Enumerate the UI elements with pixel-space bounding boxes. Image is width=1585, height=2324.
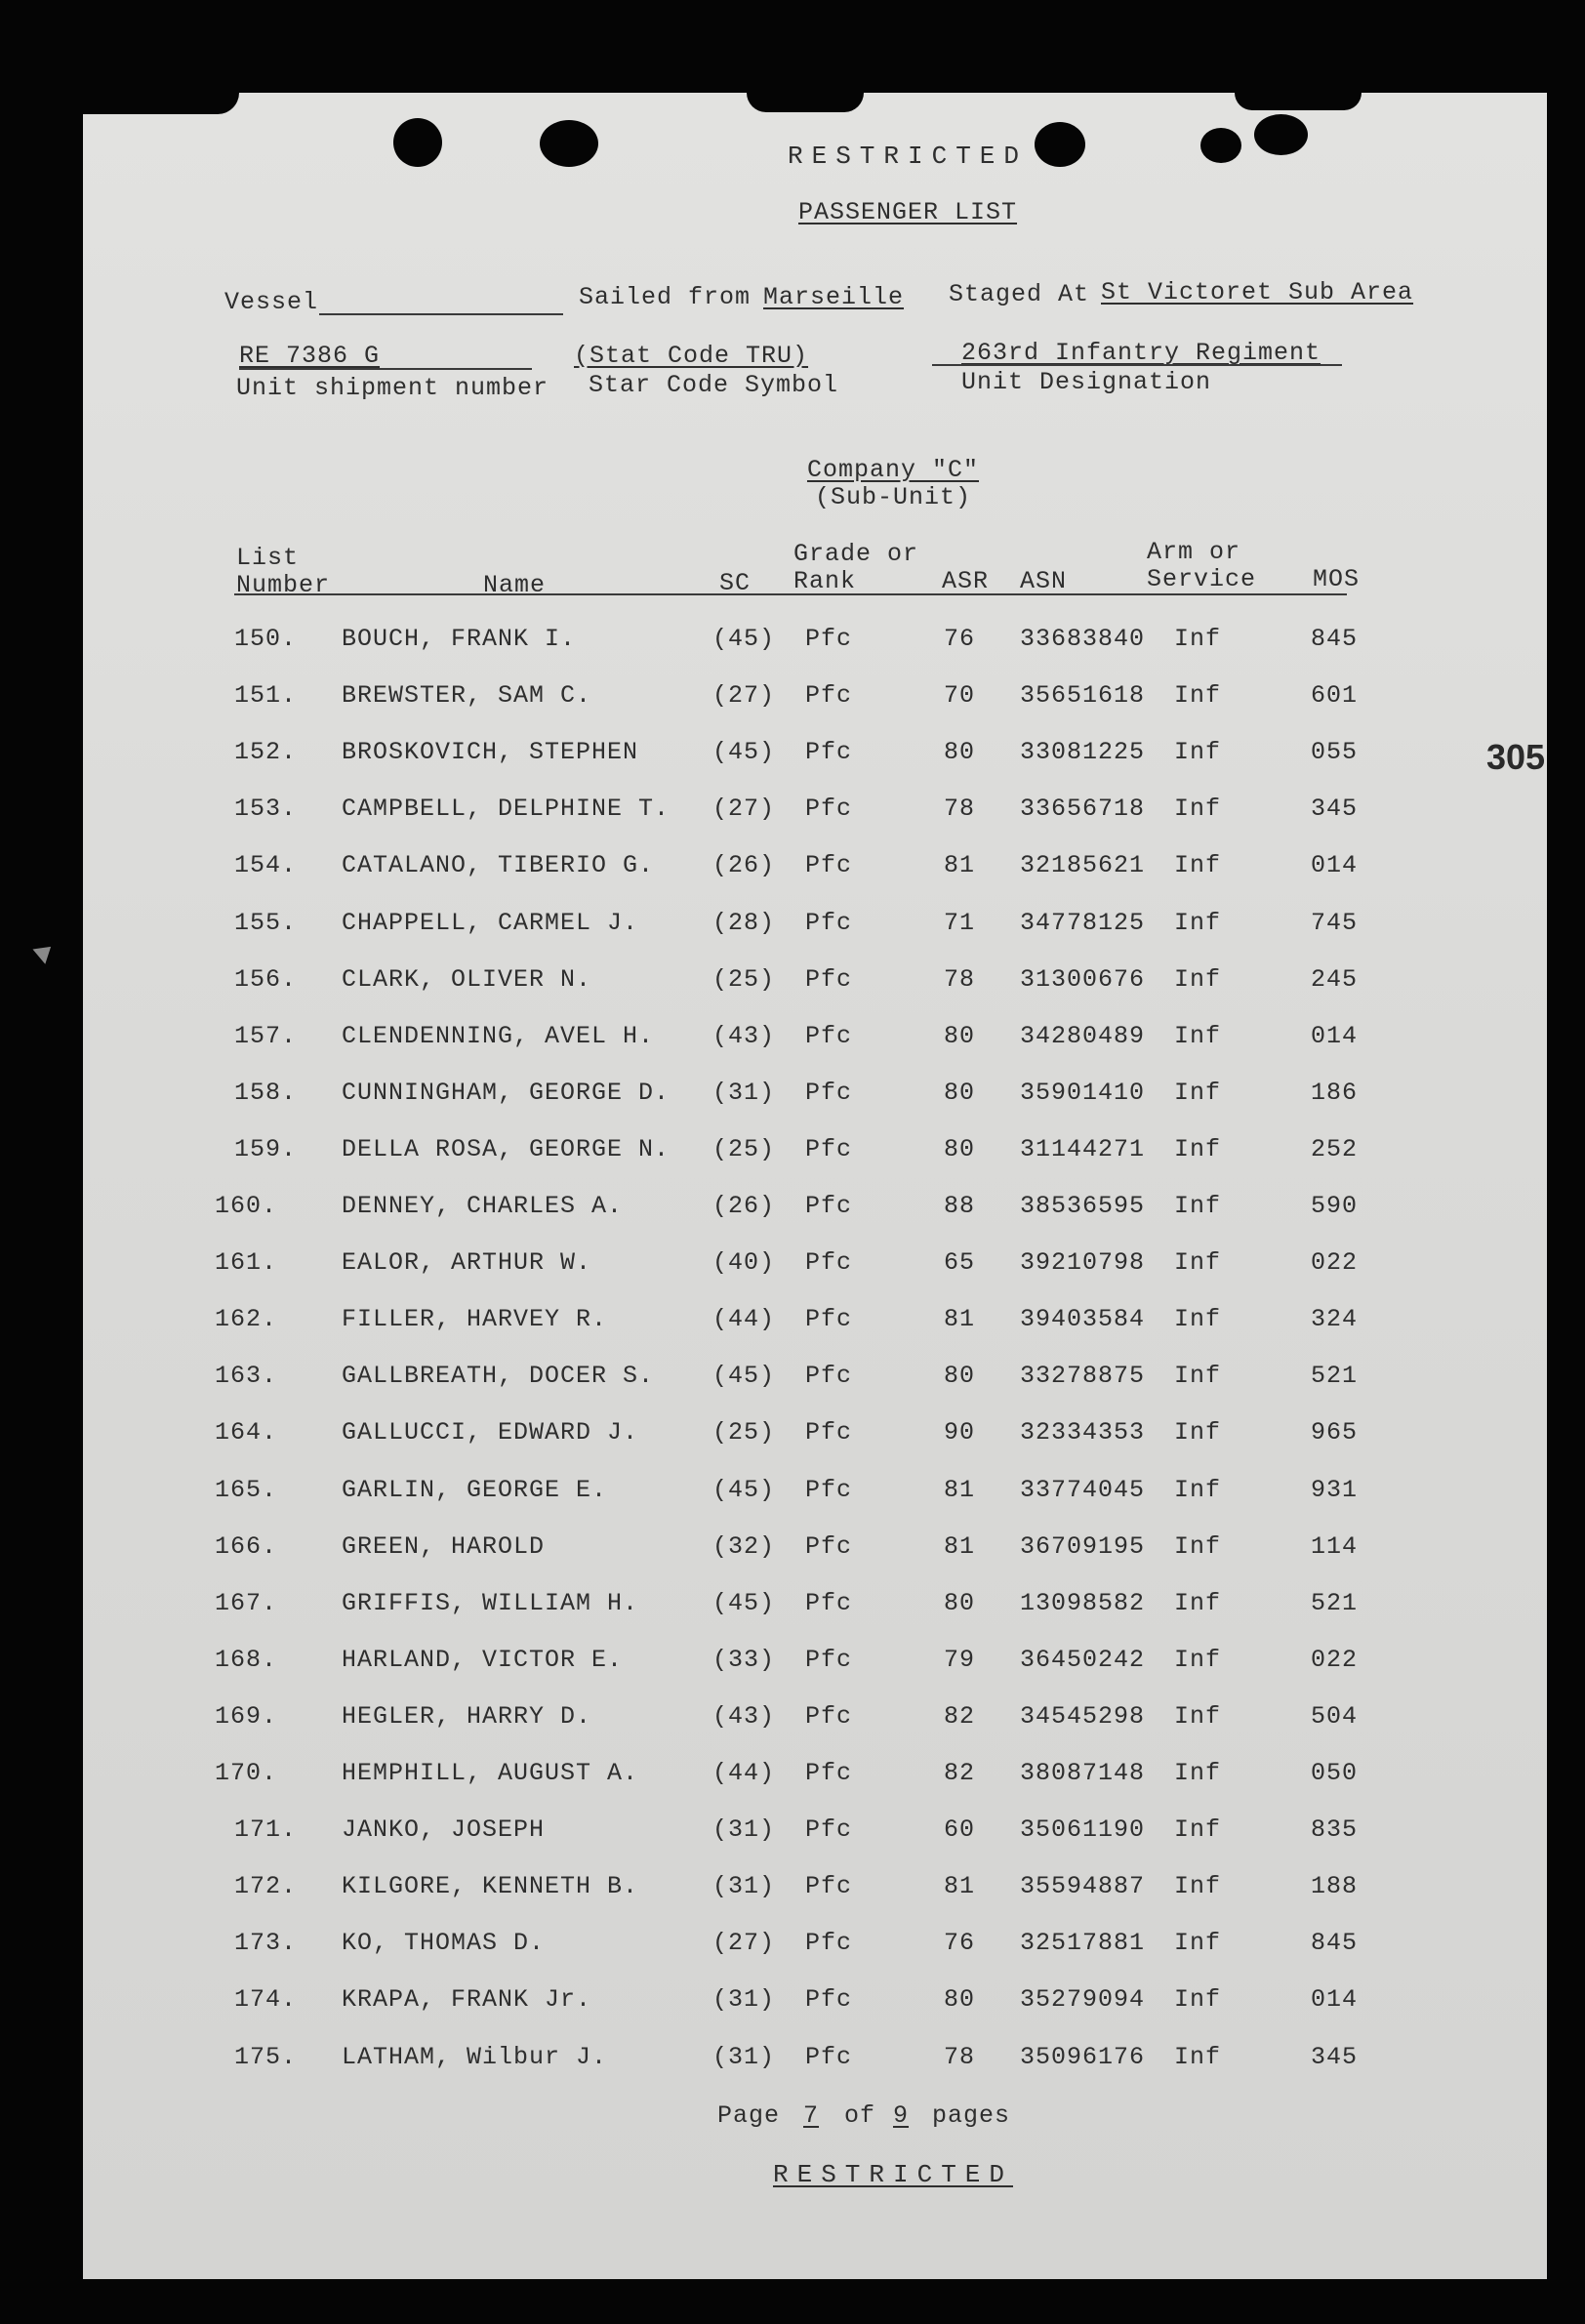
row-list-number: 171. bbox=[234, 1815, 298, 1845]
row-asn: 33278875 bbox=[1020, 1362, 1146, 1391]
row-mos: 324 bbox=[1311, 1305, 1359, 1334]
row-asr: 80 bbox=[944, 1134, 976, 1163]
row-asn: 33683840 bbox=[1020, 625, 1146, 653]
document-page bbox=[83, 93, 1547, 2279]
row-name: CLARK, OLIVER N. bbox=[342, 964, 592, 994]
row-asr: 80 bbox=[944, 1985, 976, 2015]
punch-hole bbox=[540, 120, 598, 167]
row-rank: Pfc bbox=[805, 1021, 853, 1050]
vessel-blank-line bbox=[319, 313, 563, 315]
row-mos: 345 bbox=[1311, 795, 1359, 824]
row-asn: 35096176 bbox=[1020, 2042, 1146, 2071]
row-asn: 32185621 bbox=[1020, 851, 1146, 880]
restricted-title: RESTRICTED bbox=[787, 142, 1029, 171]
row-mos: 521 bbox=[1311, 1362, 1359, 1391]
row-name: BROSKOVICH, STEPHEN bbox=[342, 738, 639, 767]
vessel-label: Vessel bbox=[224, 288, 319, 316]
row-mos: 014 bbox=[1311, 1985, 1359, 2015]
row-sc: (44) bbox=[712, 1305, 776, 1334]
row-arm: Inf bbox=[1174, 1078, 1222, 1107]
row-mos: 188 bbox=[1311, 1872, 1359, 1901]
row-list-number: 162. bbox=[215, 1305, 278, 1334]
row-arm: Inf bbox=[1174, 2042, 1222, 2071]
row-mos: 845 bbox=[1311, 1929, 1359, 1958]
row-arm: Inf bbox=[1174, 908, 1222, 937]
row-sc: (31) bbox=[712, 2042, 776, 2071]
row-arm: Inf bbox=[1174, 1588, 1222, 1617]
row-list-number: 167. bbox=[215, 1588, 278, 1617]
row-rank: Pfc bbox=[805, 1815, 853, 1845]
unit-designation-label: Unit Designation bbox=[961, 368, 1212, 396]
row-list-number: 165. bbox=[215, 1475, 278, 1504]
col-asr: ASR bbox=[942, 567, 990, 595]
row-asn: 35594887 bbox=[1020, 1872, 1146, 1901]
row-asr: 80 bbox=[944, 738, 976, 767]
row-name: CLENDENNING, AVEL H. bbox=[342, 1021, 655, 1050]
row-name: EALOR, ARTHUR W. bbox=[342, 1248, 592, 1278]
row-asn: 38087148 bbox=[1020, 1759, 1146, 1787]
row-name: HEMPHILL, AUGUST A. bbox=[342, 1759, 639, 1787]
row-arm: Inf bbox=[1174, 1305, 1222, 1334]
row-rank: Pfc bbox=[805, 1985, 853, 2015]
col-sc: SC bbox=[719, 569, 752, 597]
row-list-number: 169. bbox=[215, 1701, 278, 1731]
row-name: DENNEY, CHARLES A. bbox=[342, 1192, 624, 1220]
passenger-list-title: PASSENGER LIST bbox=[797, 198, 1018, 226]
row-rank: Pfc bbox=[805, 1531, 853, 1561]
row-asn: 32334353 bbox=[1020, 1418, 1146, 1447]
row-rank: Pfc bbox=[805, 795, 853, 824]
sub-unit-label: (Sub-Unit) bbox=[814, 483, 972, 511]
row-mos: 114 bbox=[1311, 1531, 1359, 1561]
torn-edge bbox=[83, 93, 239, 114]
row-name: FILLER, HARVEY R. bbox=[342, 1305, 608, 1334]
row-asn: 35279094 bbox=[1020, 1985, 1146, 2015]
row-list-number: 160. bbox=[215, 1192, 278, 1220]
row-name: BREWSTER, SAM C. bbox=[342, 681, 592, 711]
row-sc: (27) bbox=[712, 1929, 776, 1958]
row-sc: (45) bbox=[712, 1362, 776, 1391]
row-asr: 76 bbox=[944, 625, 976, 653]
row-sc: (40) bbox=[712, 1248, 776, 1278]
col-mos: MOS bbox=[1313, 565, 1361, 593]
row-name: GALLUCCI, EDWARD J. bbox=[342, 1418, 639, 1447]
row-name: GARLIN, GEORGE E. bbox=[342, 1475, 608, 1504]
restricted-footer: RESTRICTED bbox=[772, 2160, 1014, 2189]
row-asr: 76 bbox=[944, 1929, 976, 1958]
row-mos: 055 bbox=[1311, 738, 1359, 767]
row-rank: Pfc bbox=[805, 1134, 853, 1163]
row-rank: Pfc bbox=[805, 908, 853, 937]
punch-hole bbox=[1200, 128, 1241, 163]
row-sc: (31) bbox=[712, 1815, 776, 1845]
row-mos: 590 bbox=[1311, 1192, 1359, 1220]
row-asn: 35651618 bbox=[1020, 681, 1146, 711]
row-name: CATALANO, TIBERIO G. bbox=[342, 851, 655, 880]
row-mos: 835 bbox=[1311, 1815, 1359, 1845]
row-asr: 71 bbox=[944, 908, 976, 937]
row-rank: Pfc bbox=[805, 1872, 853, 1901]
punch-hole bbox=[1035, 122, 1085, 167]
row-asr: 78 bbox=[944, 795, 976, 824]
footer-page-number: 7 bbox=[803, 2101, 820, 2130]
row-mos: 050 bbox=[1311, 1759, 1359, 1787]
sailed-from-value: Marseille bbox=[763, 283, 905, 311]
row-asr: 80 bbox=[944, 1021, 976, 1050]
row-name: CAMPBELL, DELPHINE T. bbox=[342, 795, 671, 824]
row-asr: 81 bbox=[944, 1305, 976, 1334]
row-mos: 014 bbox=[1311, 1021, 1359, 1050]
row-arm: Inf bbox=[1174, 1985, 1222, 2015]
row-arm: Inf bbox=[1174, 1872, 1222, 1901]
row-asr: 90 bbox=[944, 1418, 976, 1447]
row-asr: 81 bbox=[944, 1872, 976, 1901]
row-list-number: 151. bbox=[234, 681, 298, 711]
row-asr: 60 bbox=[944, 1815, 976, 1845]
row-name: HEGLER, HARRY D. bbox=[342, 1701, 592, 1731]
row-arm: Inf bbox=[1174, 1759, 1222, 1787]
row-rank: Pfc bbox=[805, 851, 853, 880]
row-sc: (32) bbox=[712, 1531, 776, 1561]
row-arm: Inf bbox=[1174, 1248, 1222, 1278]
row-list-number: 163. bbox=[215, 1362, 278, 1391]
row-asn: 31300676 bbox=[1020, 964, 1146, 994]
row-arm: Inf bbox=[1174, 681, 1222, 711]
row-sc: (26) bbox=[712, 1192, 776, 1220]
row-mos: 252 bbox=[1311, 1134, 1359, 1163]
row-sc: (45) bbox=[712, 1475, 776, 1504]
row-list-number: 159. bbox=[234, 1134, 298, 1163]
row-list-number: 150. bbox=[234, 625, 298, 653]
col-arm-l2: Service bbox=[1147, 565, 1257, 593]
row-asn: 35901410 bbox=[1020, 1078, 1146, 1107]
row-sc: (45) bbox=[712, 1588, 776, 1617]
row-mos: 745 bbox=[1311, 908, 1359, 937]
row-asr: 65 bbox=[944, 1248, 976, 1278]
row-list-number: 164. bbox=[215, 1418, 278, 1447]
row-sc: (31) bbox=[712, 1872, 776, 1901]
footer-page-label: Page bbox=[717, 2101, 781, 2130]
row-mos: 186 bbox=[1311, 1078, 1359, 1107]
row-sc: (31) bbox=[712, 1985, 776, 2015]
row-asr: 81 bbox=[944, 1531, 976, 1561]
footer-of-label: of bbox=[844, 2101, 876, 2130]
row-asn: 33774045 bbox=[1020, 1475, 1146, 1504]
row-asn: 32517881 bbox=[1020, 1929, 1146, 1958]
row-asn: 34778125 bbox=[1020, 908, 1146, 937]
row-name: DELLA ROSA, GEORGE N. bbox=[342, 1134, 671, 1163]
row-rank: Pfc bbox=[805, 1305, 853, 1334]
row-asr: 80 bbox=[944, 1588, 976, 1617]
star-code-label: Star Code Symbol bbox=[589, 371, 839, 399]
row-asn: 35061190 bbox=[1020, 1815, 1146, 1845]
row-list-number: 173. bbox=[234, 1929, 298, 1958]
row-sc: (25) bbox=[712, 964, 776, 994]
staged-at-value: St Victoret Sub Area bbox=[1101, 278, 1414, 306]
company-label: Company "C" bbox=[806, 456, 980, 484]
row-rank: Pfc bbox=[805, 1475, 853, 1504]
header-underline bbox=[234, 593, 1347, 595]
row-arm: Inf bbox=[1174, 851, 1222, 880]
row-list-number: 168. bbox=[215, 1645, 278, 1674]
star-code-value: (Stat Code TRU) bbox=[574, 342, 809, 370]
row-name: KO, THOMAS D. bbox=[342, 1929, 546, 1958]
col-list-number-l2: Number bbox=[236, 571, 331, 599]
row-list-number: 170. bbox=[215, 1759, 278, 1787]
row-name: GALLBREATH, DOCER S. bbox=[342, 1362, 655, 1391]
row-rank: Pfc bbox=[805, 1929, 853, 1958]
row-mos: 965 bbox=[1311, 1418, 1359, 1447]
punch-hole bbox=[1254, 114, 1308, 155]
row-rank: Pfc bbox=[805, 1248, 853, 1278]
row-mos: 845 bbox=[1311, 625, 1359, 653]
row-asr: 82 bbox=[944, 1701, 976, 1731]
row-rank: Pfc bbox=[805, 1701, 853, 1731]
unit-shipment-line bbox=[239, 368, 532, 370]
row-name: CUNNINGHAM, GEORGE D. bbox=[342, 1078, 671, 1107]
row-mos: 345 bbox=[1311, 2042, 1359, 2071]
unit-shipment-label: Unit shipment number bbox=[236, 374, 549, 402]
row-asr: 80 bbox=[944, 1362, 976, 1391]
row-name: LATHAM, Wilbur J. bbox=[342, 2042, 608, 2071]
row-arm: Inf bbox=[1174, 1021, 1222, 1050]
row-rank: Pfc bbox=[805, 1192, 853, 1220]
row-asr: 81 bbox=[944, 1475, 976, 1504]
row-sc: (25) bbox=[712, 1418, 776, 1447]
row-list-number: 153. bbox=[234, 795, 298, 824]
row-asn: 36709195 bbox=[1020, 1531, 1146, 1561]
row-sc: (45) bbox=[712, 625, 776, 653]
row-mos: 245 bbox=[1311, 964, 1359, 994]
row-list-number: 158. bbox=[234, 1078, 298, 1107]
row-mos: 931 bbox=[1311, 1475, 1359, 1504]
col-arm-l1: Arm or bbox=[1147, 538, 1241, 566]
unit-shipment-number: RE 7386 G bbox=[239, 342, 381, 370]
row-rank: Pfc bbox=[805, 964, 853, 994]
col-grade-l1: Grade or bbox=[793, 540, 919, 568]
staged-at-label: Staged At bbox=[949, 280, 1090, 308]
row-name: HARLAND, VICTOR E. bbox=[342, 1645, 624, 1674]
row-list-number: 172. bbox=[234, 1872, 298, 1901]
row-list-number: 174. bbox=[234, 1985, 298, 2015]
row-name: CHAPPELL, CARMEL J. bbox=[342, 908, 639, 937]
row-arm: Inf bbox=[1174, 625, 1222, 653]
footer-page-total: 9 bbox=[893, 2101, 910, 2130]
row-mos: 022 bbox=[1311, 1645, 1359, 1674]
sailed-from-label: Sailed from bbox=[579, 283, 752, 311]
row-sc: (27) bbox=[712, 681, 776, 711]
row-sc: (27) bbox=[712, 795, 776, 824]
row-asr: 78 bbox=[944, 964, 976, 994]
row-asn: 39403584 bbox=[1020, 1305, 1146, 1334]
page-stamp-number: 305 bbox=[1486, 737, 1546, 777]
row-list-number: 152. bbox=[234, 738, 298, 767]
unit-designation-line bbox=[932, 364, 1342, 366]
row-sc: (45) bbox=[712, 738, 776, 767]
row-list-number: 157. bbox=[234, 1021, 298, 1050]
row-arm: Inf bbox=[1174, 1929, 1222, 1958]
row-rank: Pfc bbox=[805, 2042, 853, 2071]
row-mos: 521 bbox=[1311, 1588, 1359, 1617]
unit-designation-value: 263rd Infantry Regiment bbox=[961, 339, 1321, 367]
row-asr: 78 bbox=[944, 2042, 976, 2071]
row-arm: Inf bbox=[1174, 1701, 1222, 1731]
row-asn: 34280489 bbox=[1020, 1021, 1146, 1050]
row-sc: (26) bbox=[712, 851, 776, 880]
row-sc: (25) bbox=[712, 1134, 776, 1163]
row-mos: 601 bbox=[1311, 681, 1359, 711]
row-asr: 79 bbox=[944, 1645, 976, 1674]
row-list-number: 175. bbox=[234, 2042, 298, 2071]
row-rank: Pfc bbox=[805, 1645, 853, 1674]
row-name: KILGORE, KENNETH B. bbox=[342, 1872, 639, 1901]
row-arm: Inf bbox=[1174, 964, 1222, 994]
row-list-number: 156. bbox=[234, 964, 298, 994]
row-asr: 88 bbox=[944, 1192, 976, 1220]
footer-pages-label: pages bbox=[932, 2101, 1011, 2130]
row-arm: Inf bbox=[1174, 1645, 1222, 1674]
row-mos: 014 bbox=[1311, 851, 1359, 880]
row-arm: Inf bbox=[1174, 738, 1222, 767]
row-asn: 34545298 bbox=[1020, 1701, 1146, 1731]
row-rank: Pfc bbox=[805, 1362, 853, 1391]
punch-hole bbox=[393, 118, 442, 167]
row-arm: Inf bbox=[1174, 1418, 1222, 1447]
row-sc: (31) bbox=[712, 1078, 776, 1107]
row-rank: Pfc bbox=[805, 625, 853, 653]
row-asr: 81 bbox=[944, 851, 976, 880]
row-rank: Pfc bbox=[805, 1418, 853, 1447]
row-sc: (43) bbox=[712, 1021, 776, 1050]
row-asr: 80 bbox=[944, 1078, 976, 1107]
row-asn: 33656718 bbox=[1020, 795, 1146, 824]
row-sc: (43) bbox=[712, 1701, 776, 1731]
row-arm: Inf bbox=[1174, 1362, 1222, 1391]
row-arm: Inf bbox=[1174, 1815, 1222, 1845]
col-grade-l2: Rank bbox=[793, 567, 857, 595]
row-name: JANKO, JOSEPH bbox=[342, 1815, 546, 1845]
row-asn: 38536595 bbox=[1020, 1192, 1146, 1220]
row-mos: 022 bbox=[1311, 1248, 1359, 1278]
col-asn: ASN bbox=[1020, 567, 1068, 595]
row-asn: 33081225 bbox=[1020, 738, 1146, 767]
row-sc: (44) bbox=[712, 1759, 776, 1787]
row-asn: 36450242 bbox=[1020, 1645, 1146, 1674]
row-asn: 13098582 bbox=[1020, 1588, 1146, 1617]
row-rank: Pfc bbox=[805, 1588, 853, 1617]
row-asn: 31144271 bbox=[1020, 1134, 1146, 1163]
row-mos: 504 bbox=[1311, 1701, 1359, 1731]
row-asr: 70 bbox=[944, 681, 976, 711]
row-arm: Inf bbox=[1174, 1531, 1222, 1561]
row-rank: Pfc bbox=[805, 738, 853, 767]
row-arm: Inf bbox=[1174, 1134, 1222, 1163]
row-arm: Inf bbox=[1174, 795, 1222, 824]
row-name: GREEN, HAROLD bbox=[342, 1531, 546, 1561]
margin-arrow-mark bbox=[32, 939, 57, 964]
torn-edge bbox=[1235, 93, 1361, 110]
row-list-number: 161. bbox=[215, 1248, 278, 1278]
row-arm: Inf bbox=[1174, 1192, 1222, 1220]
row-rank: Pfc bbox=[805, 1759, 853, 1787]
row-name: BOUCH, FRANK I. bbox=[342, 625, 577, 653]
row-rank: Pfc bbox=[805, 681, 853, 711]
row-name: GRIFFIS, WILLIAM H. bbox=[342, 1588, 639, 1617]
row-arm: Inf bbox=[1174, 1475, 1222, 1504]
row-list-number: 166. bbox=[215, 1531, 278, 1561]
row-name: KRAPA, FRANK Jr. bbox=[342, 1985, 592, 2015]
row-list-number: 155. bbox=[234, 908, 298, 937]
row-asr: 82 bbox=[944, 1759, 976, 1787]
torn-edge bbox=[747, 93, 864, 112]
row-sc: (33) bbox=[712, 1645, 776, 1674]
col-name: Name bbox=[483, 571, 547, 599]
row-sc: (28) bbox=[712, 908, 776, 937]
col-list-number-l1: List bbox=[236, 544, 300, 572]
row-list-number: 154. bbox=[234, 851, 298, 880]
row-rank: Pfc bbox=[805, 1078, 853, 1107]
row-asn: 39210798 bbox=[1020, 1248, 1146, 1278]
